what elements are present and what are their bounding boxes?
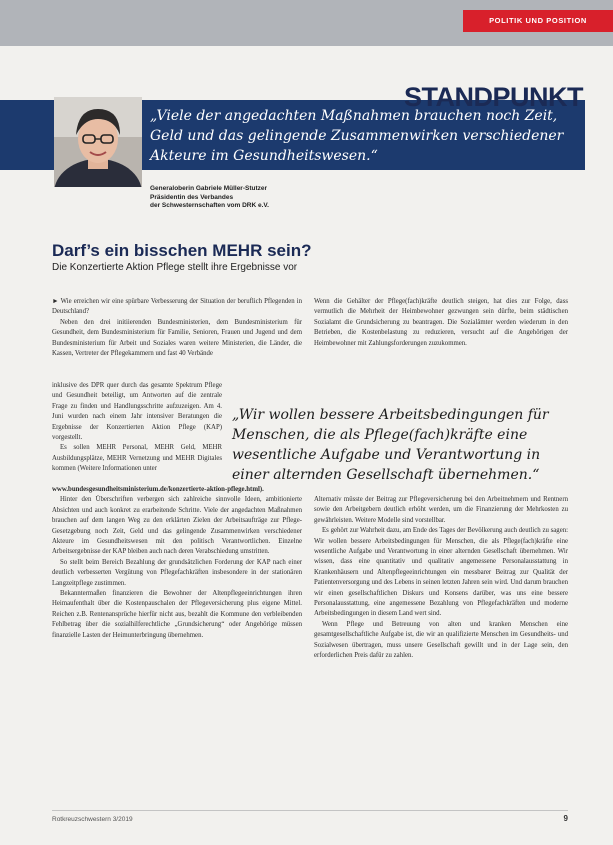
column-1-top (52, 297, 302, 359)
column-1-middle (52, 381, 222, 475)
caption-line-2: Präsidentin des Verbandes (150, 193, 234, 201)
section-tag: POLITIK UND POSITION (463, 10, 613, 32)
footer-divider (52, 810, 568, 811)
column-2-top (314, 297, 568, 349)
paragraph: Es gehört zur Wahrheit dazu, am Ende des Tages der Bevölkerung auch deutlich zu sagen: Wir wollen bessere Arbeitsbedingungen für Menschen, die als Pflege(fach)kräfte eine wesentliche Aufgabe und Verantwortung in einer alternden Gesellschaft übernehmen. Wir wissen, dass eine quantitativ und qualitativ angemessene Personalausstattung in Krankenhäusern und Altenpflegeeinrichtungen ein messbarer Beitrag zur Qualität der Patientenversorgung und des Lebens in seinen letzten Jahren sein wird. Und darum brauchen wir einen gesellschaftlichen Diskurs und Konsens darüber, was uns eine bessere Personalausstattung, eine angemessene Bezahlung von Pflegefachkräften und moderne Arbeitsbedingungen in diesem Land wert sind. (314, 527, 568, 618)
photo-caption (150, 185, 350, 211)
ministry-link[interactable]: www.bundesgesundheitsministerium.de/konzertierte-aktion-pflege.html). (52, 486, 264, 493)
standpunkt-title: STANDPUNKT (404, 82, 583, 112)
column-2-bottom (314, 495, 568, 662)
portrait-illustration (54, 97, 142, 187)
article-subheadline: Die Konzertierte Aktion Pflege stellt ihre Ergebnisse vor (52, 262, 298, 273)
paragraph: Es sollen MEHR Personal, MEHR Geld, MEHR Ausbildungsplätze, MEHR Vernetzung und MEHR Digitales kommen (Weitere Informationen unter (52, 444, 222, 473)
lead-quote: „Viele der angedachten Maßnahmen brauchen noch Zeit, Geld und das gelingende Zusammenwirken verschiedener Akteure im Gesundheitswesen.“ (150, 108, 564, 164)
footer-publication: Rotkreuzschwestern 3/2019 (52, 816, 133, 823)
paragraph: So stellt beim Bereich Bezahlung der grundsätzlichen Forderung der KAP nach einer deutlich verbesserten Vergütung von Pflegefachkräften insbesondere in der stationären Langzeitpflege zustimmen. (52, 558, 302, 587)
paragraph: Wenn die Gehälter der Pflege(fach)kräfte deutlich steigen, hat dies zur Folge, dass vermutlich die Mehrheit der Heimbewohner gezwungen sein dürfte, beim städtischen Sozialamt die Grundsicherung zu beantragen. Die Sozialämter werden wiederum in den Betrieben, die Kostenbelastung zu reduzieren, versucht auf die Angehörigen der Heimbewohner mit Zahlungsforderungen zuzukommen. (314, 298, 568, 347)
caption-line-3: der Schwesternschaften vom DRK e.V. (150, 202, 269, 209)
paragraph: ► Wie erreichen wir eine spürbare Verbesserung der Situation der beruflich Pflegenden in Deutschland? (52, 298, 302, 316)
paragraph: Bekanntermaßen finanzieren die Bewohner der Altenpflegeeinrichtungen ihren Heimaufenthalt über die Kostenpauschalen der Pflegeversicherung plus eigene Mittel. Reichen z.B. Rentenansprüche hierfür nicht aus, bezahlt die Kommune den verbleibenden Fehlbetrag über die sozialhilferechtliche „Grundsicherung“ oder Angehörige müssen finanzielle Lasten der Heimunterbringung übernehmen. (52, 590, 302, 639)
page-number: 9 (563, 814, 568, 823)
caption-line-1: Generaloberin Gabriele Müller-Stutzer (150, 185, 268, 192)
column-1-bottom (52, 485, 302, 641)
paragraph: Neben den drei initiierenden Bundesministerien, dem Bundesministerium für Gesundheit, dem Bundesministerium für Familie, Senioren, Frauen und Jugend und dem Bundesministerium für Arbeit und Soziales waren weitere Ministerien, die Länder, die Kassen, Vertreter der Pflegekammern und fast 40 Verbände (52, 318, 302, 358)
portrait-photo (54, 97, 142, 187)
article-headline: Darf’s ein bisschen MEHR sein? (52, 241, 312, 260)
pull-quote: „Wir wollen bessere Arbeitsbedingungen für Menschen, die als Pflege(fach)kräfte eine wesentliche Aufgabe und Verantwortung in einer alternden Gesellschaft übernehmen.“ (232, 407, 549, 483)
paragraph: Alternativ müsste der Beitrag zur Pflegeversicherung bei den Arbeitnehmern und Rentnern sowie den Arbeitgebern deutlich erhöht werden, um die Finanzierung der Mehrkosten zu gewährleisten. Weitere Modelle sind vorstellbar. (314, 496, 568, 524)
paragraph: inklusive des DPR quer durch das gesamte Spektrum Pflege und Gesundheit beteiligt, um Antworten auf die zentrale Frage zu finden und Handlungsschritte aufzuzeigen. Am 4. Juni wurden nach einem Jahr intensiver Beratungen die Ergebnisse der Konzertierten Aktion Pflege (KAP) vorgestellt. (52, 382, 222, 442)
paragraph: Wenn Pflege und Betreuung von alten und kranken Menschen eine gesamtgesellschaftliche Aufgabe ist, die wir an qualifizierte Menschen im Gesundheits- und Sozialwesen übertragen, muss unsere Gesellschaft gewillt und in der Lage sein, den erforderlichen Preis dafür zu zahlen. (314, 620, 568, 660)
paragraph: Hinter den Überschriften verbergen sich zahlreiche sinnvolle Ideen, ambitionierte Absichten und auch konkret zu erarbeitende Schritte. Viele der angedachten Maßnahmen brauchen auf dem langen Weg zu den erklärten Zielen der Arbeitsaufträge zur Pflege-Gesetzgebung noch Zeit, Geld und das gelingende Zusammenwirken verschiedener Akteure im Gesundheitswesen mit den politisch Verantwortlichen. Einzelne Arbeitsergebnisse der KAP bleiben auch nach deren Verabschiedung umstritten. (52, 496, 302, 556)
